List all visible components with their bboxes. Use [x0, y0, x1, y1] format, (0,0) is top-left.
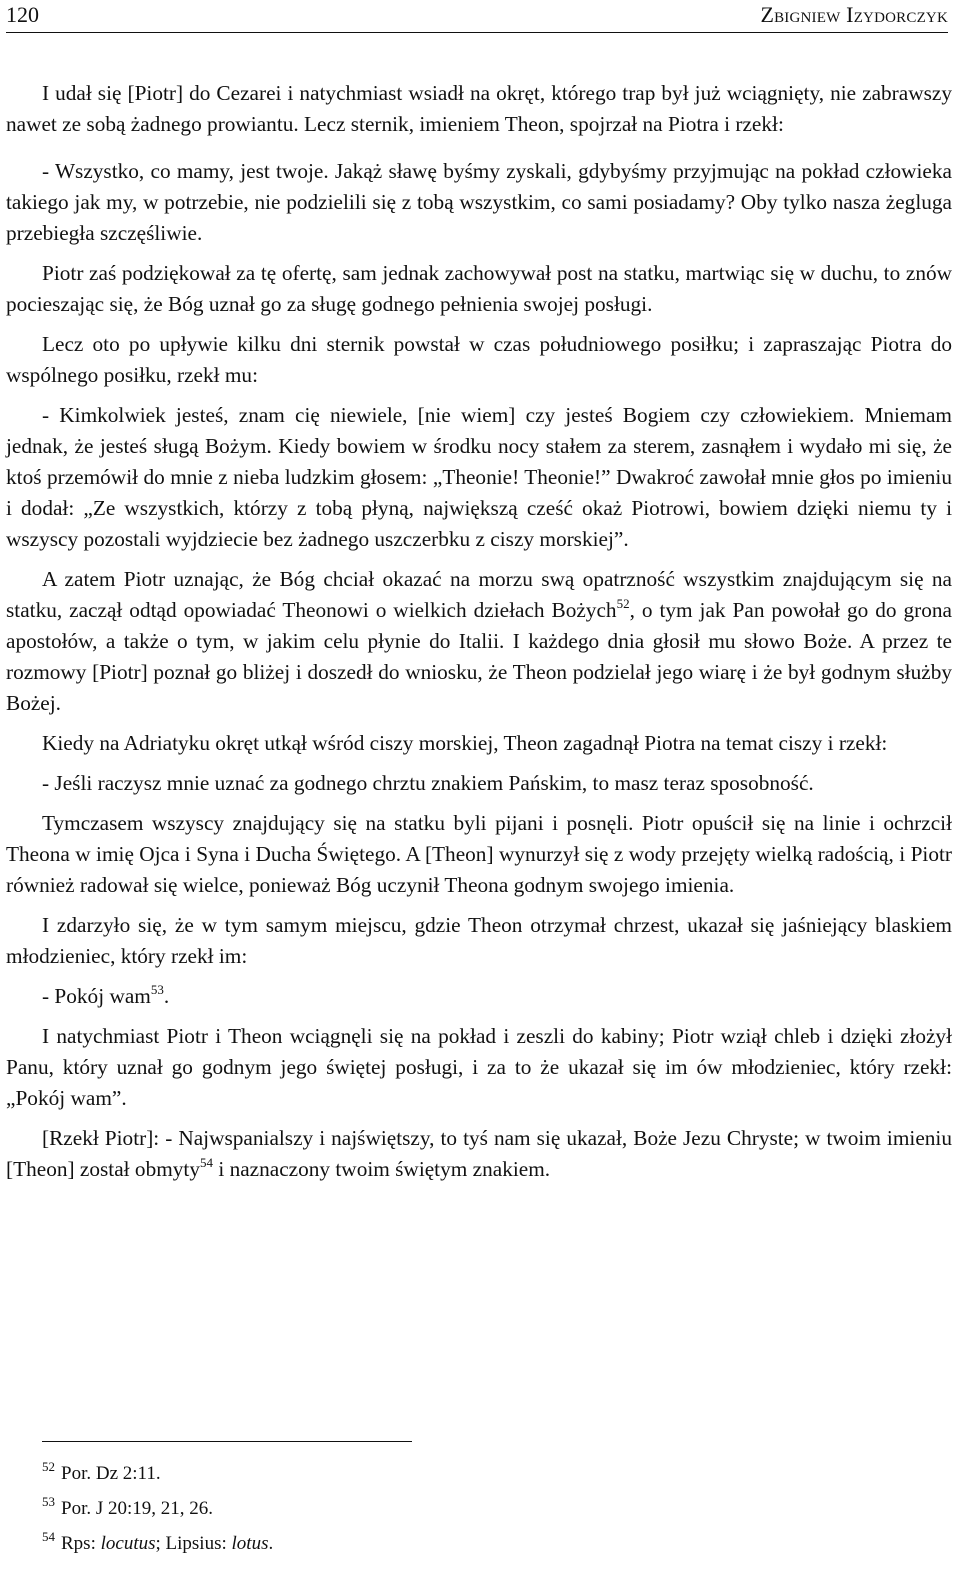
paragraph	[6, 981, 952, 1012]
footnote-reference[interactable]: 52	[616, 596, 630, 611]
footnotes	[42, 1459, 274, 1567]
paragraph	[6, 1123, 952, 1185]
paragraph: I zdarzyło się, że w tym samym miejscu, gdzie Theon otrzymał chrzest, ukazał się jaśniejący blaskiem młodzieniec, który rzekł im:	[6, 913, 952, 968]
paragraph: Piotr zaś podziękował za tę ofertę, sam jednak zachowywał post na statku, martwiąc się w duchu, to znów pocieszając się, że Bóg uznał go za sługę godnego pełnienia swojej posługi.	[6, 261, 952, 316]
footnote-text: Por. J 20:19, 21, 26.	[61, 1498, 214, 1519]
footnote-text: ; Lipsius:	[155, 1533, 232, 1554]
paragraph-text: A zatem Piotr uznając, że Bóg chciał okazać na morzu swą opatrzność wszystkim znajdującym się na statku, zaczął odtąd opowiadać Theonowi o wielkich dziełach Bożych	[6, 567, 952, 622]
page-number: 120	[6, 2, 39, 27]
paragraph: Tymczasem wszyscy znajdujący się na statku byli pijani i posnęli. Piotr opuścił się na linie i ochrzcił Theona w imię Ojca i Syna i Ducha Świętego. A [Theon] wynurzył się z wody przejęty wielką radością, i Piotr również radował się wielce, ponieważ Bóg uczynił Theona godnym swojego imienia.	[6, 811, 952, 897]
paragraph-text: - Pokój wam	[42, 984, 151, 1008]
footnote	[42, 1494, 273, 1521]
footnote-text: Rps:	[61, 1533, 101, 1554]
footnote-reference[interactable]: 54	[200, 1155, 213, 1170]
body-text	[6, 78, 952, 1194]
paragraph: Lecz oto po upływie kilku dni sternik powstał w czas południowego posiłku; i zapraszając Piotra do wspólnego posiłku, rzekł mu:	[6, 332, 952, 387]
running-head: Zbigniew Izydorczyk	[760, 2, 948, 27]
paragraph-text: .	[163, 984, 170, 1008]
footnote-number: 54	[42, 1529, 55, 1544]
paragraph	[6, 564, 952, 719]
paragraph: I udał się [Piotr] do Cezarei i natychmiast wsiadł na okręt, którego trap był już wciągnięty, nie zabrawszy nawet ze sobą żadnego prowiantu. Lecz sternik, imieniem Theon, spojrzał na Piotra i rzekł:	[6, 81, 952, 136]
paragraph: - Kimkolwiek jesteś, znam cię niewiele, [nie wiem] czy jesteś Bogiem czy człowiekiem. Mniemam jednak, że jesteś sługą Bożym. Kiedy bowiem w środku nocy stałem za sterem, zasnąłem i wydało mi się, że ktoś przemówił do mnie z nieba ludzkim głosem: „Theonie! Theonie!” Dwakroć zawołał mnie głos po imieniu i dodał: „Ze wszystkich, którzy z tobą płyną, największą cześć okaż Piotrowi, bowiem dzięki niemu ty i wszyscy pozostali wyjdziecie bez żadnego uszczerbku z ciszy morskiej”.	[6, 403, 952, 551]
footnote	[42, 1529, 274, 1556]
footnote-separator	[42, 1441, 412, 1442]
footnote-variant-reading: locutus	[100, 1533, 156, 1554]
footnote-text: Por. Dz 2:11.	[61, 1463, 161, 1484]
footnote-text: .	[268, 1533, 274, 1554]
paragraph-text: i naznaczony twoim świętym znakiem.	[213, 1157, 551, 1181]
paragraph: Kiedy na Adriatyku okręt utkął wśród ciszy morskiej, Theon zagadnął Piotra na temat ciszy i rzekł:	[42, 731, 888, 755]
footnote-variant-reading: lotus	[231, 1533, 269, 1554]
footnote-reference[interactable]: 53	[150, 982, 164, 997]
paragraph: - Wszystko, co mamy, jest twoje. Jakąż sławę byśmy zyskali, gdybyśmy przyjmując na pokład człowieka takiego jak my, w potrzebie, nie podzielili się z tobą wszystkim, co sami posiadamy? Oby tylko nasza żegluga przebiegła szczęśliwie.	[6, 159, 952, 245]
paragraph-text: [Rzekł Piotr]: - Najwspanialszy i najświętszy, to tyś nam się ukazał, Boże Jezu Chryste; w twoim imieniu [Theon] został obmyty	[6, 1126, 952, 1181]
paragraph-text: , o tym jak Pan powołał go do grona apostołów, a także o tym, w jakim celu płynie do Italii. I każdego dnia głosił mu słowo Boże. A przez te rozmowy [Piotr] poznał go bliżej i doszedł do wniosku, że Theon podzielał jego wiarę i że był godnym służby Bożej.	[6, 598, 952, 715]
footnote	[42, 1459, 273, 1486]
footnote-number: 52	[42, 1459, 55, 1474]
paragraph: I natychmiast Piotr i Theon wciągnęli się na pokład i zeszli do kabiny; Piotr wziął chleb i dzięki złożył Panu, który uznał go godnym jego świętej posługi, i za to że ukazał się im ów młodzieniec, który rzekł: „Pokój wam”.	[6, 1024, 952, 1110]
page-header	[6, 2, 948, 33]
paragraph: - Jeśli raczysz mnie uznać za godnego chrztu znakiem Pańskim, to masz teraz sposobność.	[42, 771, 814, 795]
footnote-number: 53	[42, 1494, 55, 1509]
